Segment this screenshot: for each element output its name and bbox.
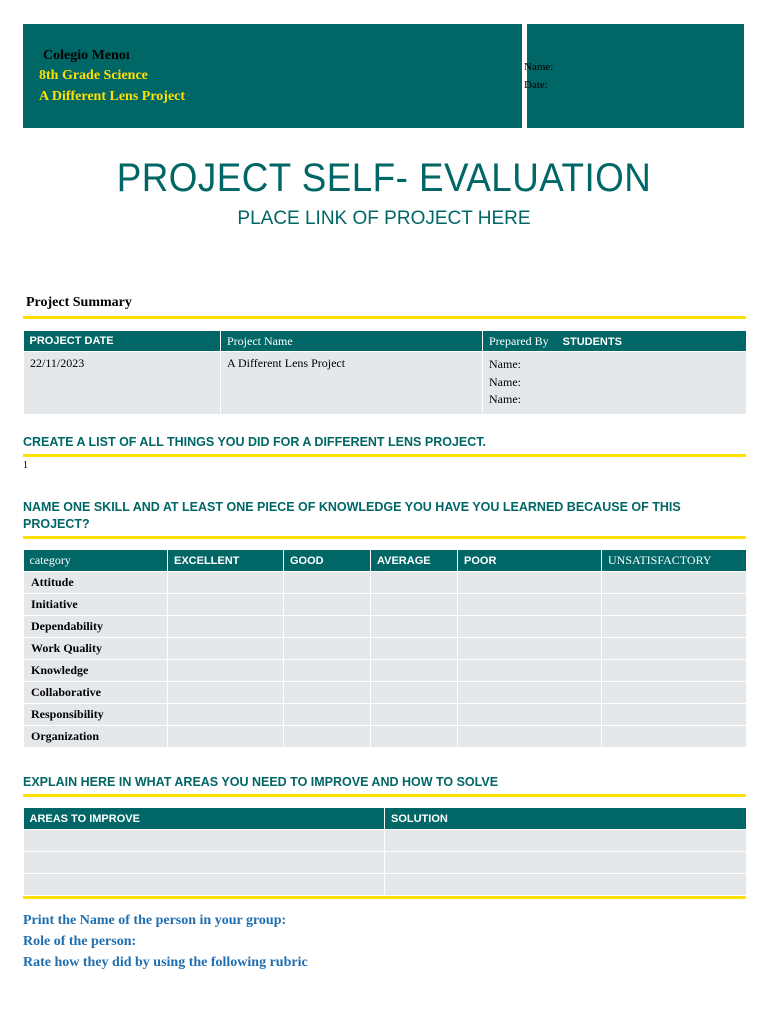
col-project-name: Project Name [221,331,483,352]
rating-cell[interactable] [602,704,747,726]
col-prepared-by [483,331,747,352]
rating-cell[interactable] [602,594,747,616]
table-row [24,874,747,896]
rating-cell[interactable] [458,726,602,748]
improve-area-cell[interactable] [24,852,385,874]
rating-cell[interactable] [371,638,458,660]
rating-cell[interactable] [458,616,602,638]
col-average: AVERAGE [371,550,458,572]
rating-cell[interactable] [284,660,371,682]
students-label: STUDENTS [562,336,622,348]
improve-area-cell[interactable] [24,830,385,852]
solution-cell[interactable] [385,852,747,874]
rating-cell[interactable] [284,638,371,660]
rating-cell[interactable] [284,726,371,748]
header-info-box [527,24,744,128]
project-name-value[interactable]: A Different Lens Project [221,352,483,415]
col-poor: POOR [458,550,602,572]
col-solution: SOLUTION [385,808,747,830]
rubric-prompt: Rate how they did by using the following rubric [23,955,308,970]
rating-cell[interactable] [371,616,458,638]
page-title: PROJECT SELF- EVALUATION [116,156,652,200]
rating-cell[interactable] [371,572,458,594]
student-name-2[interactable]: Name: [489,374,521,389]
table-row [24,572,747,594]
table-row [24,682,747,704]
rating-cell[interactable] [168,726,284,748]
col-unsatisfactory: UNSATISFACTORY [602,550,747,572]
rating-cell[interactable] [458,704,602,726]
category-organization: Organization [24,726,168,748]
project-summary-label: Project Summary [26,295,132,310]
question-skill-knowledge: NAME ONE SKILL AND AT LEAST ONE PIECE OF KNOWLEDGE YOU HAVE YOU LEARNED BECAUSE OF THIS PROJECT? [23,500,681,531]
header-name-field[interactable]: Name: [524,61,554,73]
rating-cell[interactable] [458,638,602,660]
improve-table [23,808,747,896]
project-summary-table [23,331,747,415]
category-knowledge: Knowledge [24,660,168,682]
table-row [24,852,747,874]
rating-cell[interactable] [168,616,284,638]
divider [23,896,746,899]
project-link-placeholder[interactable]: PLACE LINK OF PROJECT HERE [237,208,531,229]
prepared-by-label: Prepared By [489,334,549,348]
rating-cell[interactable] [458,594,602,616]
rating-cell[interactable] [602,660,747,682]
student-names[interactable] [483,352,747,415]
rating-cell[interactable] [284,616,371,638]
rating-cell[interactable] [602,638,747,660]
category-work-quality: Work Quality [24,638,168,660]
question-things-done: CREATE A LIST OF ALL THINGS YOU DID FOR A DIFFERENT LENS PROJECT. [23,435,486,449]
rating-cell[interactable] [602,616,747,638]
group-member-name-prompt: Print the Name of the person in your group: [23,913,287,928]
divider [23,794,746,797]
rating-cell[interactable] [602,572,747,594]
table-row [24,616,747,638]
rating-cell[interactable] [284,682,371,704]
school-name: Colegio Menoı [43,48,130,63]
rating-cell[interactable] [371,594,458,616]
category-responsibility: Responsibility [24,704,168,726]
col-areas-to-improve: AREAS TO IMPROVE [24,808,385,830]
table-row [24,660,747,682]
table-row [24,726,747,748]
rating-cell[interactable] [458,572,602,594]
rating-cell[interactable] [168,704,284,726]
rating-cell[interactable] [602,682,747,704]
project-date-value[interactable]: 22/11/2023 [24,352,221,415]
table-row [24,830,747,852]
divider [23,454,746,457]
divider [23,536,746,539]
col-category: category [24,550,168,572]
rating-cell[interactable] [284,594,371,616]
question-areas-improve: EXPLAIN HERE IN WHAT AREAS YOU NEED TO IMPROVE AND HOW TO SOLVE [23,775,499,789]
divider [23,316,746,319]
rating-cell[interactable] [371,682,458,704]
rubric-table [23,550,747,748]
role-prompt: Role of the person: [23,934,137,949]
col-good: GOOD [284,550,371,572]
list-marker[interactable]: 1 [23,460,28,471]
table-row [24,638,747,660]
rating-cell[interactable] [458,660,602,682]
solution-cell[interactable] [385,830,747,852]
category-attitude: Attitude [24,572,168,594]
col-project-date: PROJECT DATE [24,331,221,352]
rating-cell[interactable] [371,660,458,682]
header-banner [23,24,522,128]
header-date-field[interactable]: Date: [524,79,548,91]
rating-cell[interactable] [371,704,458,726]
rating-cell[interactable] [284,704,371,726]
category-collaborative: Collaborative [24,682,168,704]
rating-cell[interactable] [168,594,284,616]
rating-cell[interactable] [458,682,602,704]
rating-cell[interactable] [371,726,458,748]
rating-cell[interactable] [168,638,284,660]
rating-cell[interactable] [168,682,284,704]
rating-cell[interactable] [602,726,747,748]
category-dependability: Dependability [24,616,168,638]
col-excellent: EXCELLENT [168,550,284,572]
project-label: A Different Lens Project [39,89,186,104]
rating-cell[interactable] [168,572,284,594]
student-name-1[interactable]: Name: [489,357,521,371]
category-initiative: Initiative [24,594,168,616]
solution-cell[interactable] [385,874,747,896]
rating-cell[interactable] [168,660,284,682]
student-name-3[interactable]: Name: [489,392,521,406]
improve-area-cell[interactable] [24,874,385,896]
grade-label: 8th Grade Science [39,68,148,83]
table-row [24,594,747,616]
rating-cell[interactable] [284,572,371,594]
table-row [24,704,747,726]
